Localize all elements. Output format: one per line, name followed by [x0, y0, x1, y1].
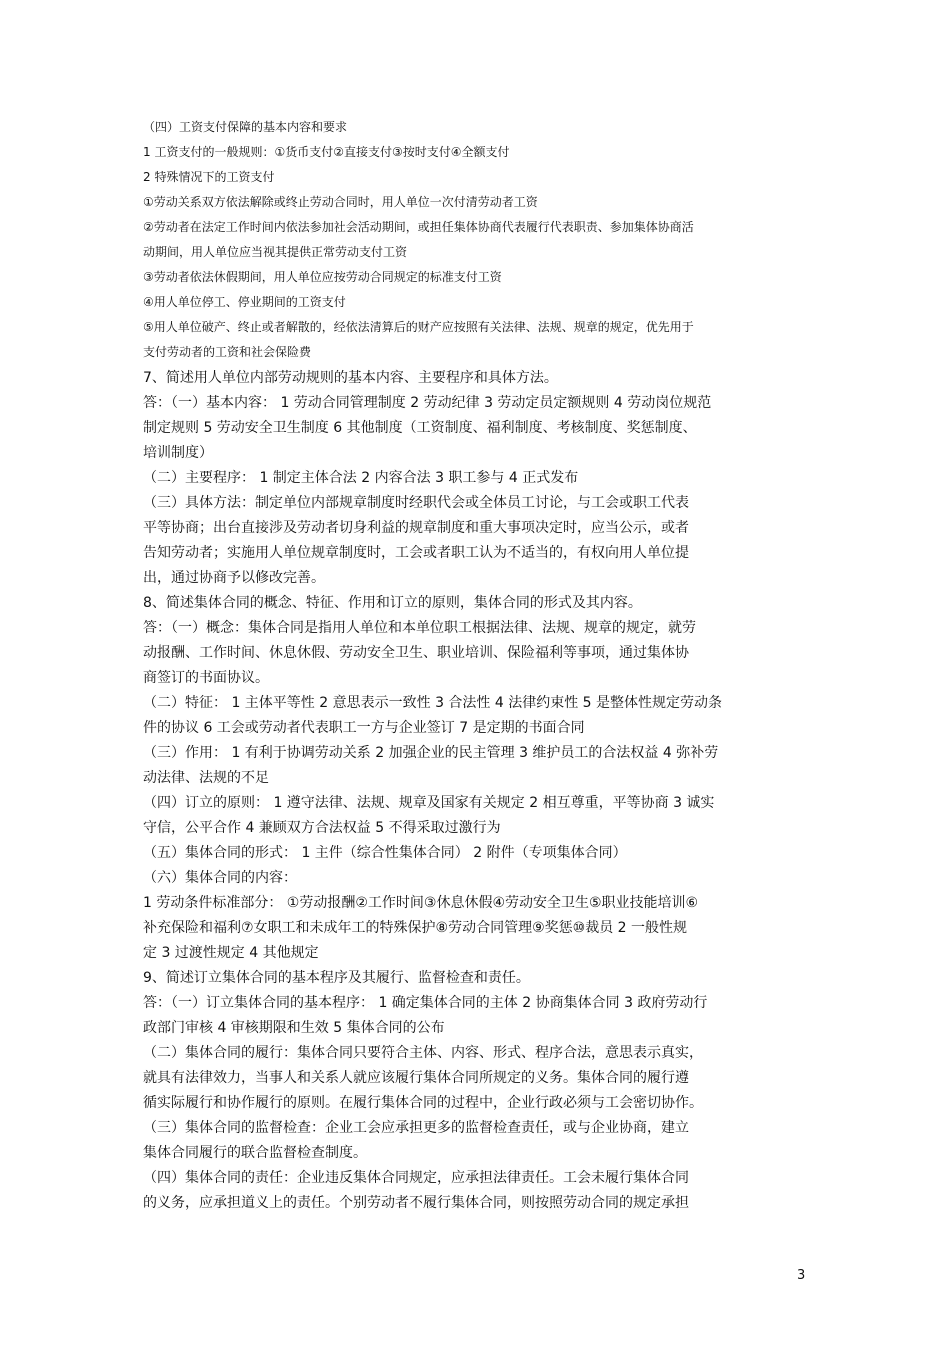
question-heading: 7、简述用人单位内部劳动规则的基本内容、主要程序和具体方法。	[143, 370, 558, 386]
text-line: 支付劳动者的工资和社会保险费	[143, 345, 312, 359]
text-line: （三）具体方法：制定单位内部规章制度时经职代会或全体员工讨论，与工会或职工代表	[143, 495, 689, 511]
text-line: 告知劳动者；实施用人单位规章制度时，工会或者职工认为不适当的，有权向用人单位提	[143, 545, 689, 561]
text-line: ①劳动关系双方依法解除或终止劳动合同时，用人单位一次付清劳动者工资	[143, 195, 538, 209]
text-line: 就具有法律效力，当事人和关系人就应该履行集体合同所规定的义务。集体合同的履行遵	[143, 1070, 689, 1086]
text-line: 1 劳动条件标准部分： ①劳动报酬②工作时间③休息休假④劳动安全卫生⑤职业技能培训⑥	[143, 895, 699, 911]
text-line: 动报酬、工作时间、休息休假、劳动安全卫生、职业培训、保险福利等事项，通过集体协	[143, 645, 689, 661]
text-line: 补充保险和福利⑦女职工和未成年工的特殊保护⑧劳动合同管理⑨奖惩⑩裁员 2 一般性规	[143, 920, 688, 936]
text-line: 1 工资支付的一般规则：①货币支付②直接支付③按时支付④全额支付	[143, 145, 510, 159]
text-line: （四）订立的原则： 1 遵守法律、法规、规章及国家有关规定 2 相互尊重，平等协商 3 诚实	[143, 795, 715, 811]
text-line: 件的协议 6 工会或劳动者代表职工一方与企业签订 7 是定期的书面合同	[143, 720, 585, 736]
text-line: （四）工资支付保障的基本内容和要求	[143, 120, 348, 134]
text-line: 商签订的书面协议。	[143, 670, 269, 686]
question-heading: 8、简述集体合同的概念、特征、作用和订立的原则，集体合同的形式及其内容。	[143, 595, 642, 611]
text-line: （二）特征： 1 主体平等性 2 意思表示一致性 3 合法性 4 法律约束性 5 是整体性规定劳动条	[143, 695, 723, 711]
text-line: 的义务，应承担道义上的责任。个别劳动者不履行集体合同，则按照劳动合同的规定承担	[143, 1195, 689, 1211]
text-line: 定 3 过渡性规定 4 其他规定	[143, 945, 319, 961]
text-line: 答：（一）订立集体合同的基本程序： 1 确定集体合同的主体 2 协商集体合同 3 政府劳动行	[143, 995, 708, 1011]
text-line: 政部门审核 4 审核期限和生效 5 集体合同的公布	[143, 1020, 445, 1036]
question-heading: 9、简述订立集体合同的基本程序及其履行、监督检查和责任。	[143, 970, 530, 986]
text-line: 2 特殊情况下的工资支付	[143, 170, 275, 184]
text-line: 出，通过协商予以修改完善。	[143, 570, 325, 586]
text-line: 答：（一）概念：集体合同是指用人单位和本单位职工根据法律、法规、规章的规定，就劳	[143, 620, 696, 636]
text-line: ③劳动者依法休假期间，用人单位应按劳动合同规定的标准支付工资	[143, 270, 502, 284]
text-line: 循实际履行和协作履行的原则。在履行集体合同的过程中，企业行政必须与工会密切协作。	[143, 1095, 703, 1111]
text-line: 集体合同履行的联合监督检查制度。	[143, 1145, 367, 1161]
text-line: （二）集体合同的履行：集体合同只要符合主体、内容、形式、程序合法，意思表示真实，	[143, 1045, 703, 1061]
text-line: 答：（一）基本内容： 1 劳动合同管理制度 2 劳动纪律 3 劳动定员定额规则 4 劳动岗位规范	[143, 395, 712, 411]
text-line: 动期间，用人单位应当视其提供正常劳动支付工资	[143, 245, 408, 259]
text-line: 培训制度）	[143, 445, 213, 461]
text-line: （六）集体合同的内容：	[143, 870, 297, 886]
text-line: （五）集体合同的形式： 1 主件（综合性集体合同） 2 附件（专项集体合同）	[143, 845, 627, 861]
text-line: （四）集体合同的责任：企业违反集体合同规定，应承担法律责任。工会未履行集体合同	[143, 1170, 689, 1186]
text-line: ④用人单位停工、停业期间的工资支付	[143, 295, 346, 309]
text-line: （三）集体合同的监督检查：企业工会应承担更多的监督检查责任，或与企业协商，建立	[143, 1120, 689, 1136]
text-line: ②劳动者在法定工作时间内依法参加社会活动期间，或担任集体协商代表履行代表职责、参加集体协商活	[143, 220, 694, 234]
page-number: 3	[797, 1268, 806, 1283]
text-line: ⑤用人单位破产、终止或者解散的，经依法清算后的财产应按照有关法律、法规、规章的规定，优先用于	[143, 320, 694, 334]
text-line: （三）作用： 1 有利于协调劳动关系 2 加强企业的民主管理 3 维护员工的合法权益 4 弥补劳	[143, 745, 719, 761]
text-line: （二）主要程序： 1 制定主体合法 2 内容合法 3 职工参与 4 正式发布	[143, 470, 579, 486]
text-line: 平等协商；出台直接涉及劳动者切身利益的规章制度和重大事项决定时，应当公示，或者	[143, 520, 689, 536]
text-line: 制定规则 5 劳动安全卫生制度 6 其他制度（工资制度、福利制度、考核制度、奖惩制度、	[143, 420, 697, 436]
text-line: 动法律、法规的不足	[143, 770, 269, 786]
text-line: 守信，公平合作 4 兼顾双方合法权益 5 不得采取过激行为	[143, 820, 501, 836]
